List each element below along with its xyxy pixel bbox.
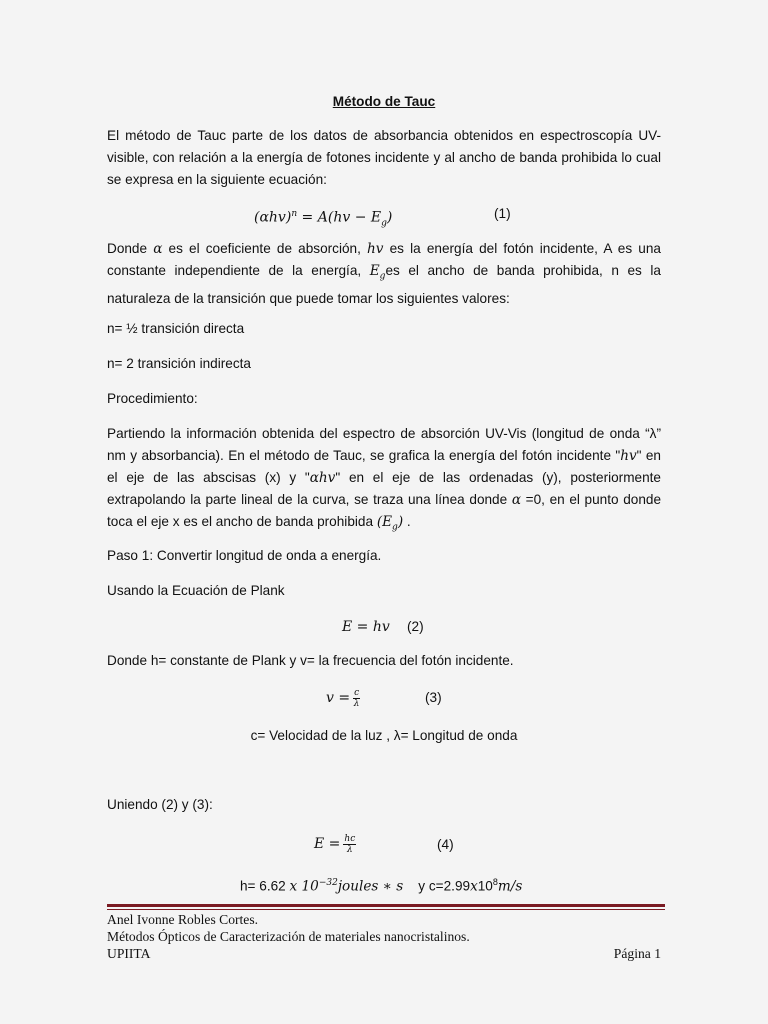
equation-3-number: (3) — [425, 690, 442, 705]
ten-base: 10 — [297, 878, 319, 895]
eq4-denominator: λ — [346, 844, 353, 855]
combine-heading: Uniendo (2) y (3): — [107, 797, 213, 812]
plank-intro: Usando la Ecuación de Plank — [107, 583, 285, 598]
footer-rule-thin — [107, 909, 665, 910]
ahv-symbol: αhv — [309, 470, 336, 486]
times-symbol: x — [289, 878, 298, 895]
ten-base: 10 — [477, 878, 493, 894]
alpha-symbol: α — [153, 241, 163, 257]
footer-rule-thick — [107, 904, 665, 907]
hv-symbol: hv — [367, 241, 384, 257]
eq1-rhs: = A(hv − E — [297, 209, 382, 226]
text-run: Partiendo la información obtenida del espectro de absorción UV-Vis (longitud de onda “λ” nm y absorbancia). En el método de Tauc, se grafica la energía del fotón incidente " — [107, 426, 661, 463]
eq1-exponent: n — [291, 209, 298, 219]
eq1-subscript: g — [381, 218, 387, 229]
text-run: . — [403, 514, 411, 529]
eq1-lhs: (αhv) — [254, 209, 292, 226]
footer-school: UPIITA — [107, 946, 151, 961]
alpha-symbol: α — [511, 492, 522, 508]
eq3-numerator: c — [354, 687, 360, 698]
light-speed-note: c= Velocidad de la luz , λ= Longitud de onda — [250, 728, 518, 743]
page-number: Página 1 — [613, 946, 661, 961]
text-run: =0, en el punto donde toca el eje x es el ancho de banda prohibida — [107, 492, 662, 529]
text-run: es la energía del fotón incidente, A es una constante independiente de la energía, — [107, 241, 661, 278]
equation-4-number: (4) — [437, 837, 454, 852]
eq4-fraction — [343, 834, 356, 855]
text-run: " en el eje de las abscisas (x) y " — [107, 448, 661, 485]
equation-1-number: (1) — [494, 206, 511, 221]
eq4-lhs: E = — [314, 836, 341, 852]
definitions-paragraph — [107, 238, 661, 310]
c-units: m/s — [497, 878, 523, 895]
text-run: es el ancho de banda prohibida, n es la naturaleza de la transición que puede tomar los siguientes valores: — [107, 263, 661, 306]
equation-2: E = hv — [342, 619, 390, 635]
eg-symbol: E — [369, 263, 380, 279]
footer-author: Anel Ivonne Robles Cortes. — [107, 912, 259, 927]
text-run: " en el eje de las ordenadas (y), posteriormente extrapolando la parte lineal de la curva, se traza una línea donde — [107, 470, 661, 507]
eg-close: ) — [397, 514, 404, 530]
h-exponent: −32 — [318, 878, 338, 888]
eq3-denominator: λ — [353, 698, 360, 709]
equation-1 — [254, 203, 392, 234]
equation-4 — [314, 833, 356, 855]
procedimiento-heading: Procedimiento: — [107, 391, 198, 406]
eq3-lhs: v = — [326, 690, 351, 706]
eg-subscript: g — [392, 522, 398, 533]
page-title: Método de Tauc — [332, 94, 436, 109]
intro-paragraph: El método de Tauc parte de los datos de absorbancia obtenidos en espectroscopía UV-visible, con relación a la energía de fotones incidente y al ancho de banda prohibida lo cual se expresa en la siguiente ecuación: — [107, 128, 661, 187]
n-two-line: n= 2 transición indirecta — [107, 356, 251, 371]
text-run: es el coeficiente de absorción, — [162, 241, 368, 256]
equation-2-number: (2) — [407, 619, 424, 634]
footer-course: Métodos Ópticos de Caracterización de materiales nanocristalinos. — [107, 929, 470, 944]
h-units: joules ∗ s — [337, 878, 404, 895]
c-exponent: 8 — [492, 877, 498, 887]
eg-subscript: g — [379, 271, 386, 282]
plank-definition: Donde h= constante de Plank y v= la frecuencia del fotón incidente. — [107, 653, 514, 668]
step-1-heading: Paso 1: Convertir longitud de onda a energía. — [107, 548, 382, 563]
n-half-line: n= ½ transición directa — [107, 321, 245, 336]
times-symbol: x — [470, 878, 478, 895]
procedure-paragraph — [107, 423, 661, 539]
c-value: y c=2.99 — [403, 878, 471, 894]
equation-3 — [326, 687, 360, 709]
h-value: h= 6.62 — [240, 878, 290, 894]
eg-symbol: (E — [376, 514, 393, 530]
eq4-numerator: hc — [344, 833, 356, 844]
constants-line — [240, 871, 522, 898]
footer-school-row — [107, 945, 661, 963]
hv-symbol: hv — [620, 448, 637, 464]
text-run: Donde — [107, 241, 154, 256]
eq3-fraction — [353, 688, 360, 709]
eq1-close: ) — [386, 209, 393, 226]
